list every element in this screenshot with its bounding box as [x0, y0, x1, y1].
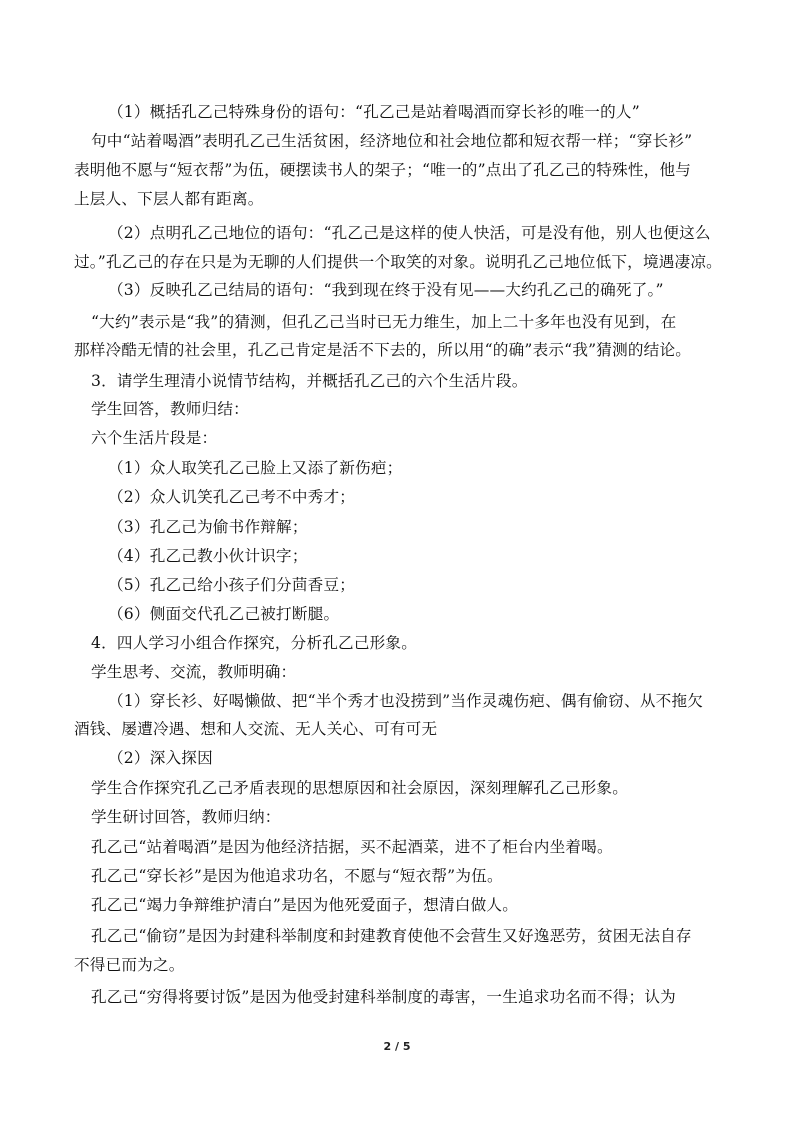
text-line: （2）点明孔乙己地位的语句：“孔乙己是这样的使人快活，可是没有他，别人也便这么	[108, 224, 711, 242]
text-line: （2）众人讥笑孔乙己考不中秀才；	[108, 488, 356, 506]
text-line: 孔乙己“穿长衫”是因为他追求功名，不愿与“短衣帮”为伍。	[91, 867, 503, 885]
text-line: “大约”表示是“我”的猜测，但孔乙己当时已无力维生，加上二十多年也没有见到，在	[91, 313, 677, 331]
text-line: 学生合作探究孔乙己矛盾表现的思想原因和社会原因，深刻理解孔乙己形象。	[91, 779, 628, 797]
text-line: 孔乙己“竭力争辩维护清白”是因为他死爱面子，想清白做人。	[91, 896, 518, 914]
text-line: 3．请学生理清小说情节结构，并概括孔乙己的六个生活片段。	[91, 372, 528, 390]
page-number: 2 / 5	[383, 1040, 411, 1053]
text-line: 4．四人学习小组合作探究，分析孔乙己形象。	[91, 634, 417, 652]
text-line: （3）反映孔乙己结局的语句：“我到现在终于没有见——大约孔乙己的确死了。”	[108, 281, 664, 299]
text-line: 不得已而为之。	[74, 956, 185, 974]
text-line: 六个生活片段是：	[91, 429, 218, 447]
text-line: 酒钱、屡遭冷遇、想和人交流、无人关心、可有可无	[74, 720, 438, 738]
text-line: 上层人、下层人都有距离。	[74, 190, 264, 208]
text-line: （3）孔乙己为偷书作辩解；	[108, 518, 308, 536]
text-line: 孔乙己“穷得将要讨饭”是因为他受封建科举制度的毒害，一生追求功名而不得；认为	[91, 988, 676, 1006]
text-line: 学生思考、交流，教师明确：	[91, 663, 297, 681]
text-line: 过。”孔乙己的存在只是为无聊的人们提供一个取笑的对象。说明孔乙己地位低下，境遇凄凉。	[74, 253, 722, 271]
text-line: 学生研讨回答，教师归纳：	[91, 808, 281, 826]
text-line: 孔乙己“站着喝酒”是因为他经济拮据，买不起酒菜，进不了柜台内坐着喝。	[91, 838, 613, 856]
text-line: （1）众人取笑孔乙己脸上又添了新伤疤；	[108, 459, 403, 477]
text-line: （1）穿长衫、好喝懒做、把“半个秀才也没捞到”当作灵魂伤疤、偶有偷窃、从不拖欠	[108, 692, 704, 710]
text-line: 表明他不愿与“短衣帮”为伍，硬摆读书人的架子；“唯一的”点出了孔乙己的特殊性，他与	[74, 161, 692, 179]
text-line: （6）侧面交代孔乙己被打断腿。	[108, 605, 340, 623]
text-line: 孔乙己“偷窃”是因为封建科举制度和封建教育使他不会营生又好逸恶劳，贫困无法自存	[91, 927, 692, 945]
text-line: （5）孔乙己给小孩子们分茴香豆；	[108, 576, 356, 594]
text-line: 句中“站着喝酒”表明孔乙己生活贫困，经济地位和社会地位都和短衣帮一样；“穿长衫”	[91, 132, 693, 150]
text-line: （1）概括孔乙己特殊身份的语句：“孔乙己是站着喝酒而穿长衫的唯一的人”	[108, 103, 640, 121]
text-line: （4）孔乙己教小伙计识字；	[108, 547, 308, 565]
text-line: 那样冷酷无情的社会里，孔乙己肯定是活不下去的，所以用“的确”表示“我”猜测的结论。	[74, 341, 692, 359]
text-line: 学生回答，教师归结：	[91, 400, 249, 418]
text-line: （2）深入探因	[108, 749, 213, 767]
